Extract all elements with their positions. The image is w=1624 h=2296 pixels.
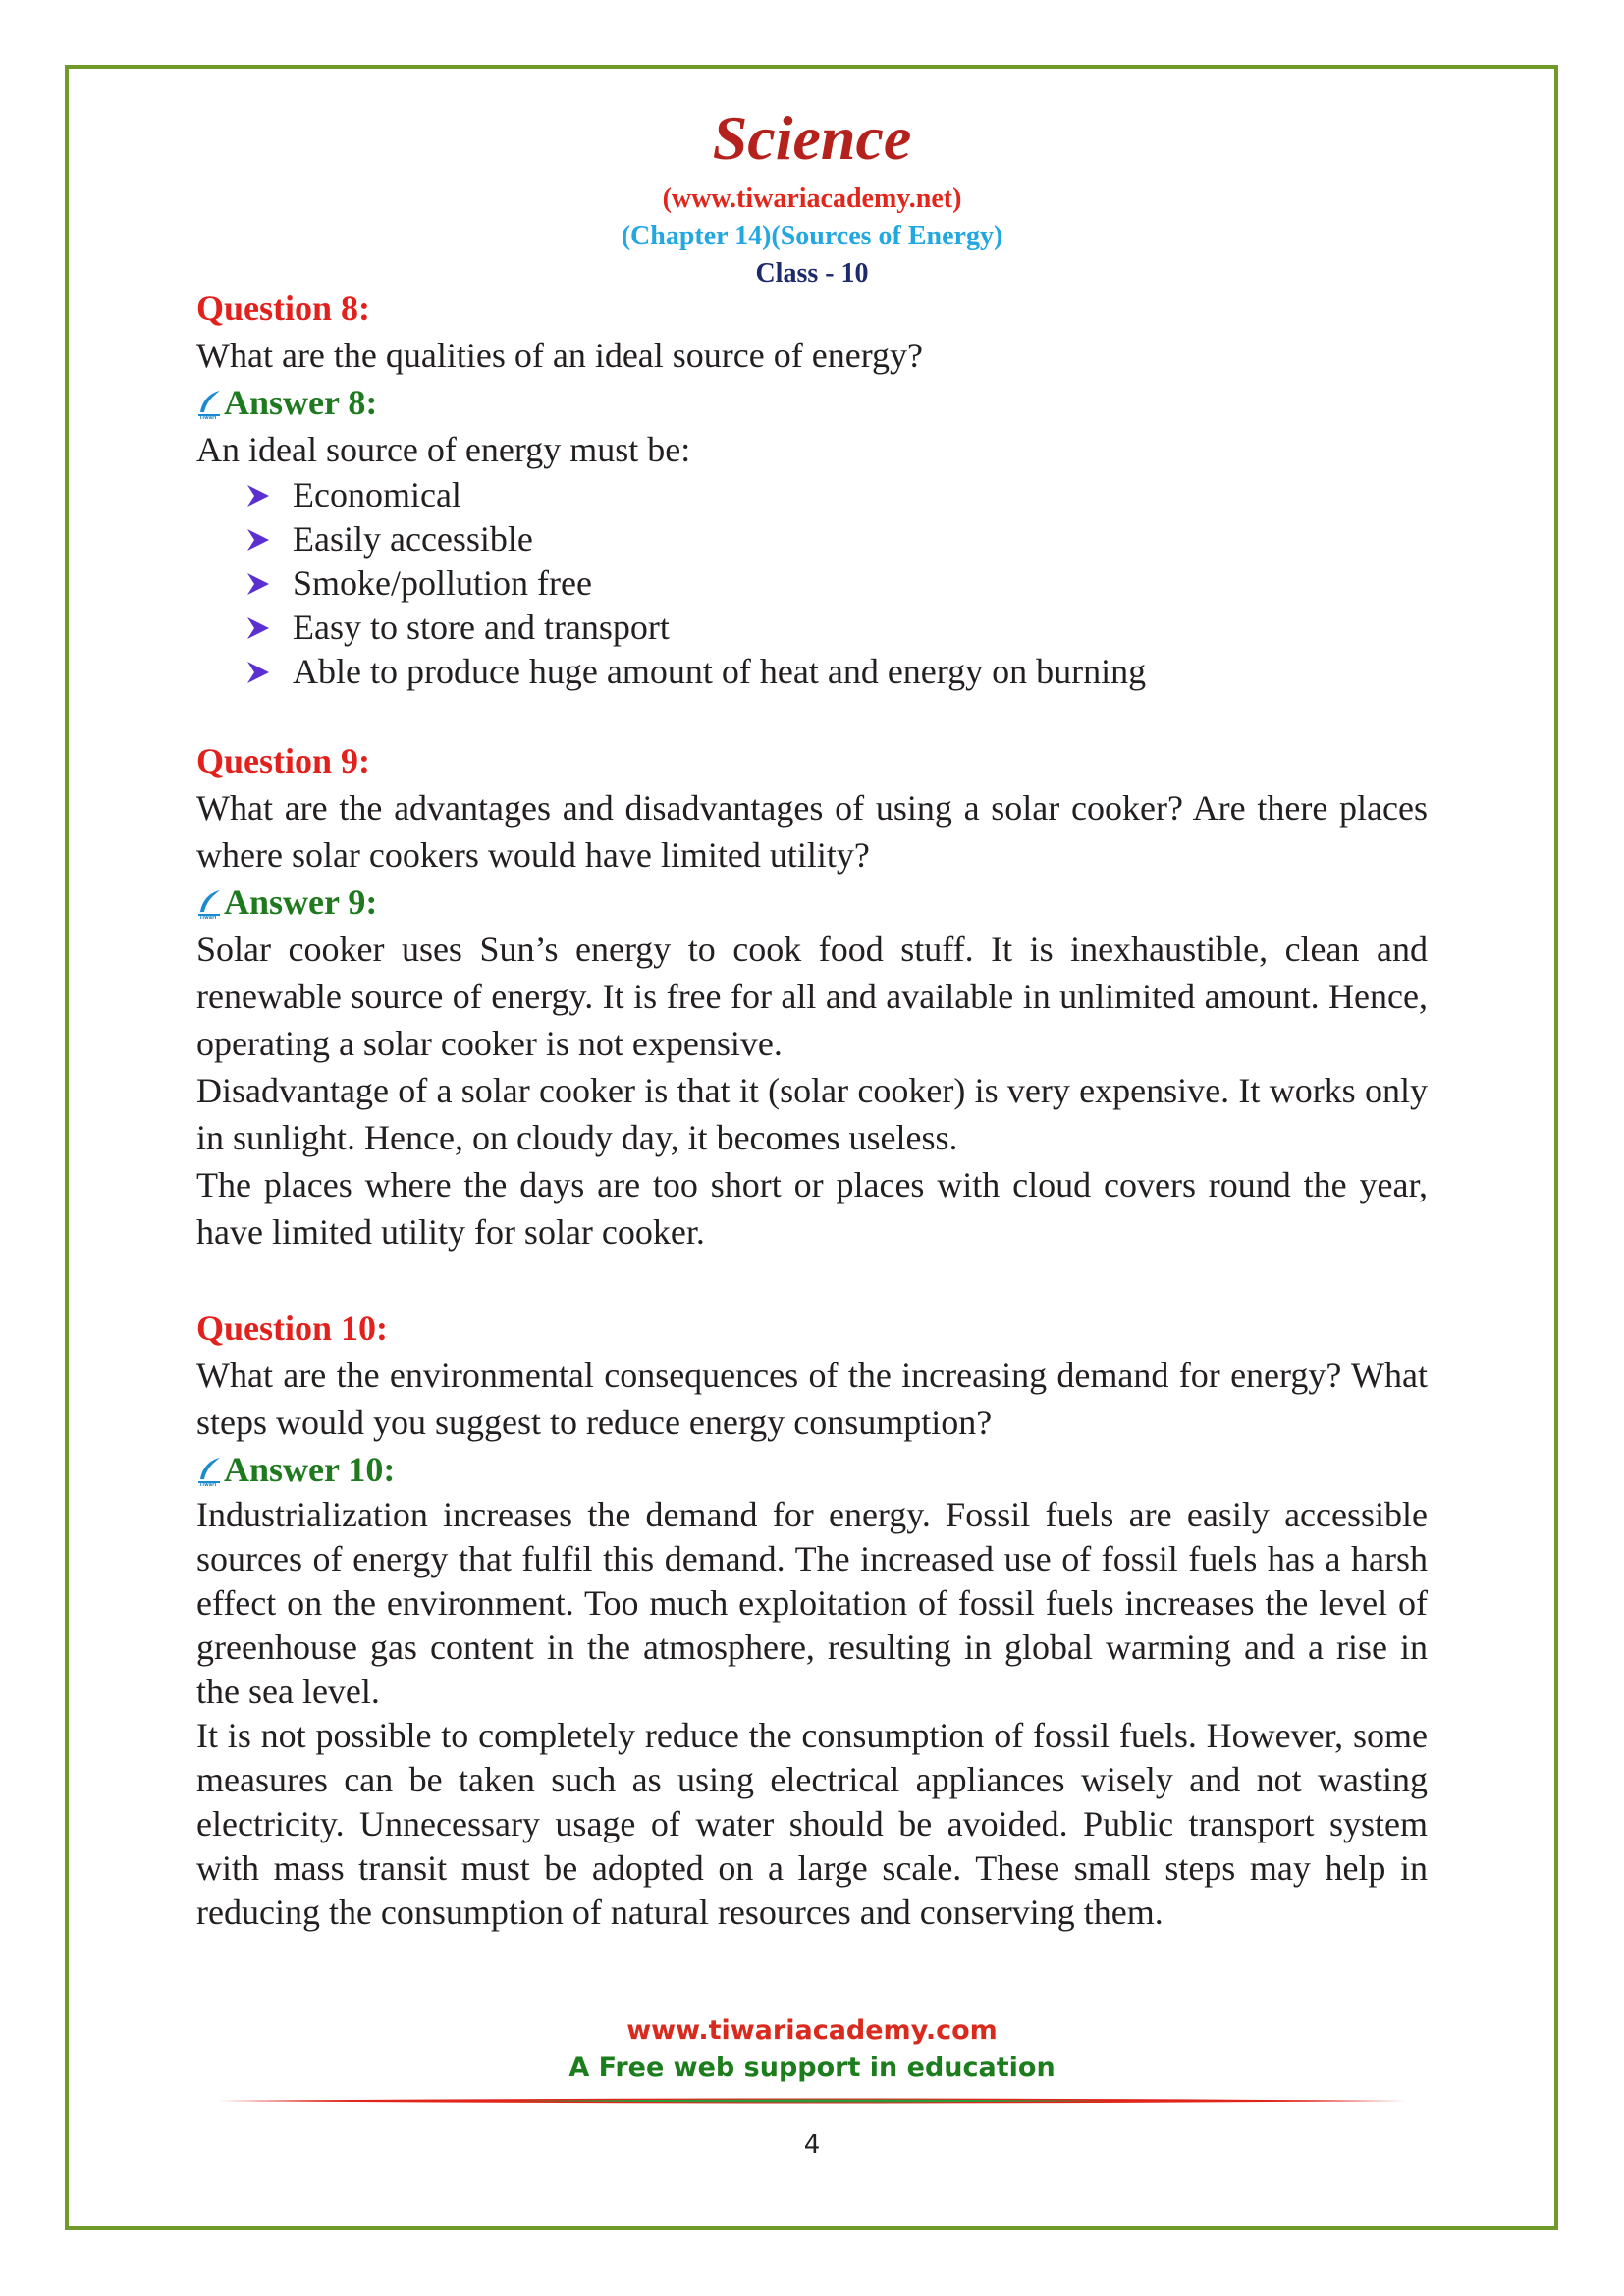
list-item [245,473,1428,517]
footer-divider [218,2096,1406,2106]
answer-9-paragraph-3: The places where the days are too short or places with cloud covers round the year, have limited utility for solar cooker. [196,1165,1428,1252]
answer-10-paragraph-2: It is not possible to completely reduce the consumption of fossil fuels. However, some measures can be taken such as using electrical appliances wisely and not wasting electricity. Unnecessary usage of water should be avoided. Public transport system with mass transit must be adopted on a large scale. These small steps may help in reducing the consumption of natural resources and conserving them. [196,1716,1428,1932]
list-item-text: Easy to store and transport [293,608,670,647]
arrow-bullet-icon [245,527,271,553]
answer-10-paragraph-1: Industrialization increases the demand for energy. Fossil fuels are easily accessible sources of energy that fulfil this demand. The increased use of fossil fuels has a harsh effect on the environment. Too much exploitation of fossil fuels increases the level of greenhouse gas content in the atmosphere, resulting in global warming and a rise in the sea level. [196,1495,1428,1711]
question-10-text: What are the environmental consequences of the increasing demand for energy? What steps would you suggest to reduce energy consumption? [196,1356,1428,1442]
svg-text:Tiwari: Tiwari [199,1482,217,1487]
arrow-bullet-icon [245,615,271,641]
answer-9-paragraph-2: Disadvantage of a solar cooker is that it (solar cooker) is very expensive. It works only in sunlight. Hence, on cloudy day, it becomes useless. [196,1071,1428,1157]
answer-8-list [196,473,1428,694]
arrow-bullet-icon [245,571,271,597]
question-9-heading: Question 9: [196,741,371,780]
list-item-text: Easily accessible [293,519,533,559]
svg-text:Tiwari: Tiwari [199,915,217,920]
page-footer [0,2012,1624,2087]
header-class: Class - 10 [755,258,869,289]
page-number: 4 [803,2130,821,2160]
arrow-bullet-icon [245,660,271,685]
list-item [245,606,1428,650]
answer-9-paragraph-1: Solar cooker uses Sun’s energy to cook food stuff. It is inexhaustible, clean and renewable source of energy. It is free for all and available in unlimited amount. Hence, operating a solar cooker is not expensive. [196,930,1428,1063]
question-10-heading: Question 10: [196,1308,389,1348]
answer-9-label: Answer 9: [224,882,378,922]
list-item [245,650,1428,694]
answer-10-label: Answer 10: [224,1450,396,1489]
list-item [245,561,1428,606]
list-item [245,517,1428,561]
arrow-bullet-icon [245,483,271,508]
page-title: Science [712,103,912,173]
answer-10-heading [196,1446,1428,1493]
header-chapter: (Chapter 14)(Sources of Energy) [621,221,1003,251]
header-site: (www.tiwariacademy.net) [662,184,962,214]
page-header [0,98,1624,293]
answer-8-heading [196,379,1428,426]
answer-9-heading [196,879,1428,926]
question-9-text: What are the advantages and disadvantages of using a solar cooker? Are there places where solar cookers would have limited utility? [196,788,1428,875]
list-item-text: Economical [293,475,461,514]
quill-logo-icon [196,888,222,920]
answer-8-intro: An ideal source of energy must be: [196,430,691,469]
quill-logo-icon [196,1456,222,1487]
page-content [196,285,1428,1935]
list-item-text: Able to produce huge amount of heat and energy on burning [293,652,1147,691]
question-8-text: What are the qualities of an ideal source of energy? [196,336,924,375]
footer-tagline: A Free web support in education [568,2053,1056,2083]
svg-text:Tiwari: Tiwari [199,415,217,420]
question-8-heading: Question 8: [196,289,371,328]
footer-site-link[interactable]: www.tiwariacademy.com [626,2015,998,2046]
quill-logo-icon [196,389,222,420]
list-item-text: Smoke/pollution free [293,563,592,603]
answer-8-label: Answer 8: [224,383,378,422]
